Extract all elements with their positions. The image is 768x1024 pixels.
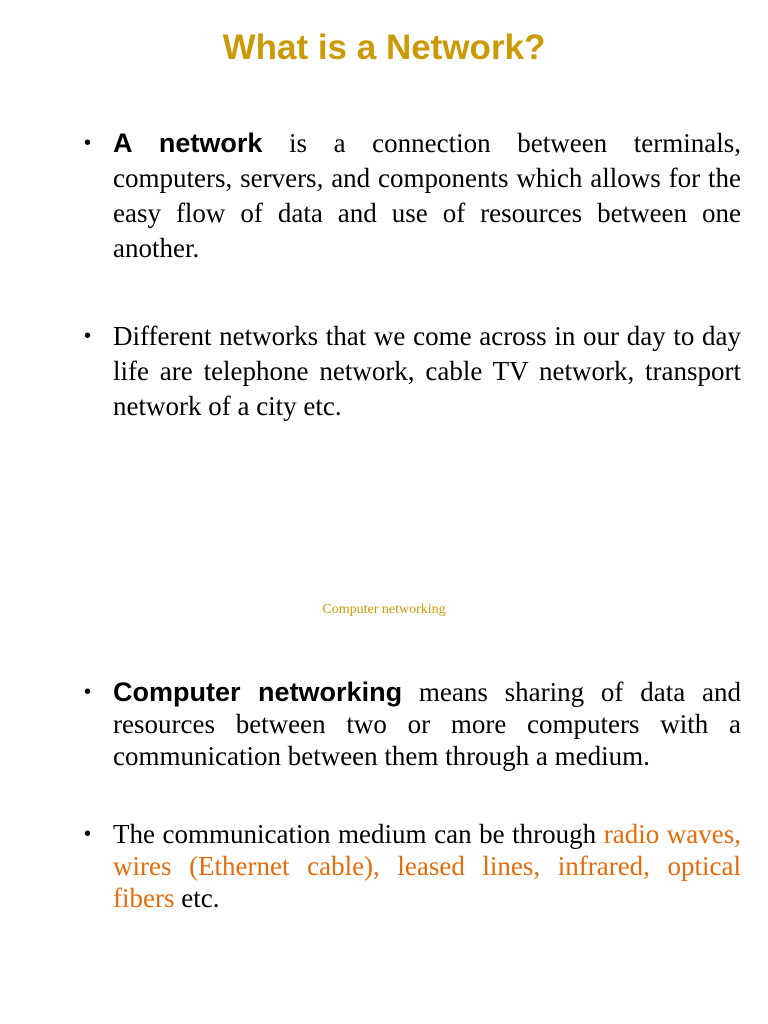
bullet-body: Different networks that we come across in our day to day life are telephone network, cable TV network, transport network of a city etc. bbox=[113, 321, 741, 421]
bullet-body-end: etc. bbox=[174, 883, 220, 913]
bullet-marker: • bbox=[84, 132, 92, 154]
image-caption: Computer networking bbox=[322, 602, 446, 617]
bullet-text bbox=[113, 126, 741, 266]
bullet-marker: • bbox=[84, 681, 92, 703]
bullet-lead-term: Computer networking bbox=[113, 677, 403, 707]
bullet-computer-networking-definition bbox=[84, 676, 741, 772]
bullet-highlight: radio waves, wires (Ethernet cable), leased lines, infrared, optical fibers bbox=[113, 819, 741, 913]
bullet-body: means sharing of data and resources between two or more computers with a communication between them through a medium. bbox=[113, 677, 741, 771]
bullet-lead-term: A network bbox=[113, 128, 263, 158]
page-title: What is a Network? bbox=[222, 28, 546, 67]
bullet-text bbox=[113, 676, 741, 772]
bullet-communication-medium bbox=[84, 818, 741, 914]
bullet-marker: • bbox=[84, 325, 92, 347]
bullet-text bbox=[113, 818, 741, 914]
bullet-body: The communication medium can be through bbox=[113, 819, 604, 849]
bullet-body: is a connection between terminals, computers, servers, and components which allows for the easy flow of data and use of resources between one another. bbox=[113, 128, 742, 263]
bullet-network-examples bbox=[84, 319, 741, 424]
bullet-network-definition bbox=[84, 126, 741, 266]
bullet-text bbox=[113, 319, 741, 424]
bullet-marker: • bbox=[84, 823, 92, 845]
